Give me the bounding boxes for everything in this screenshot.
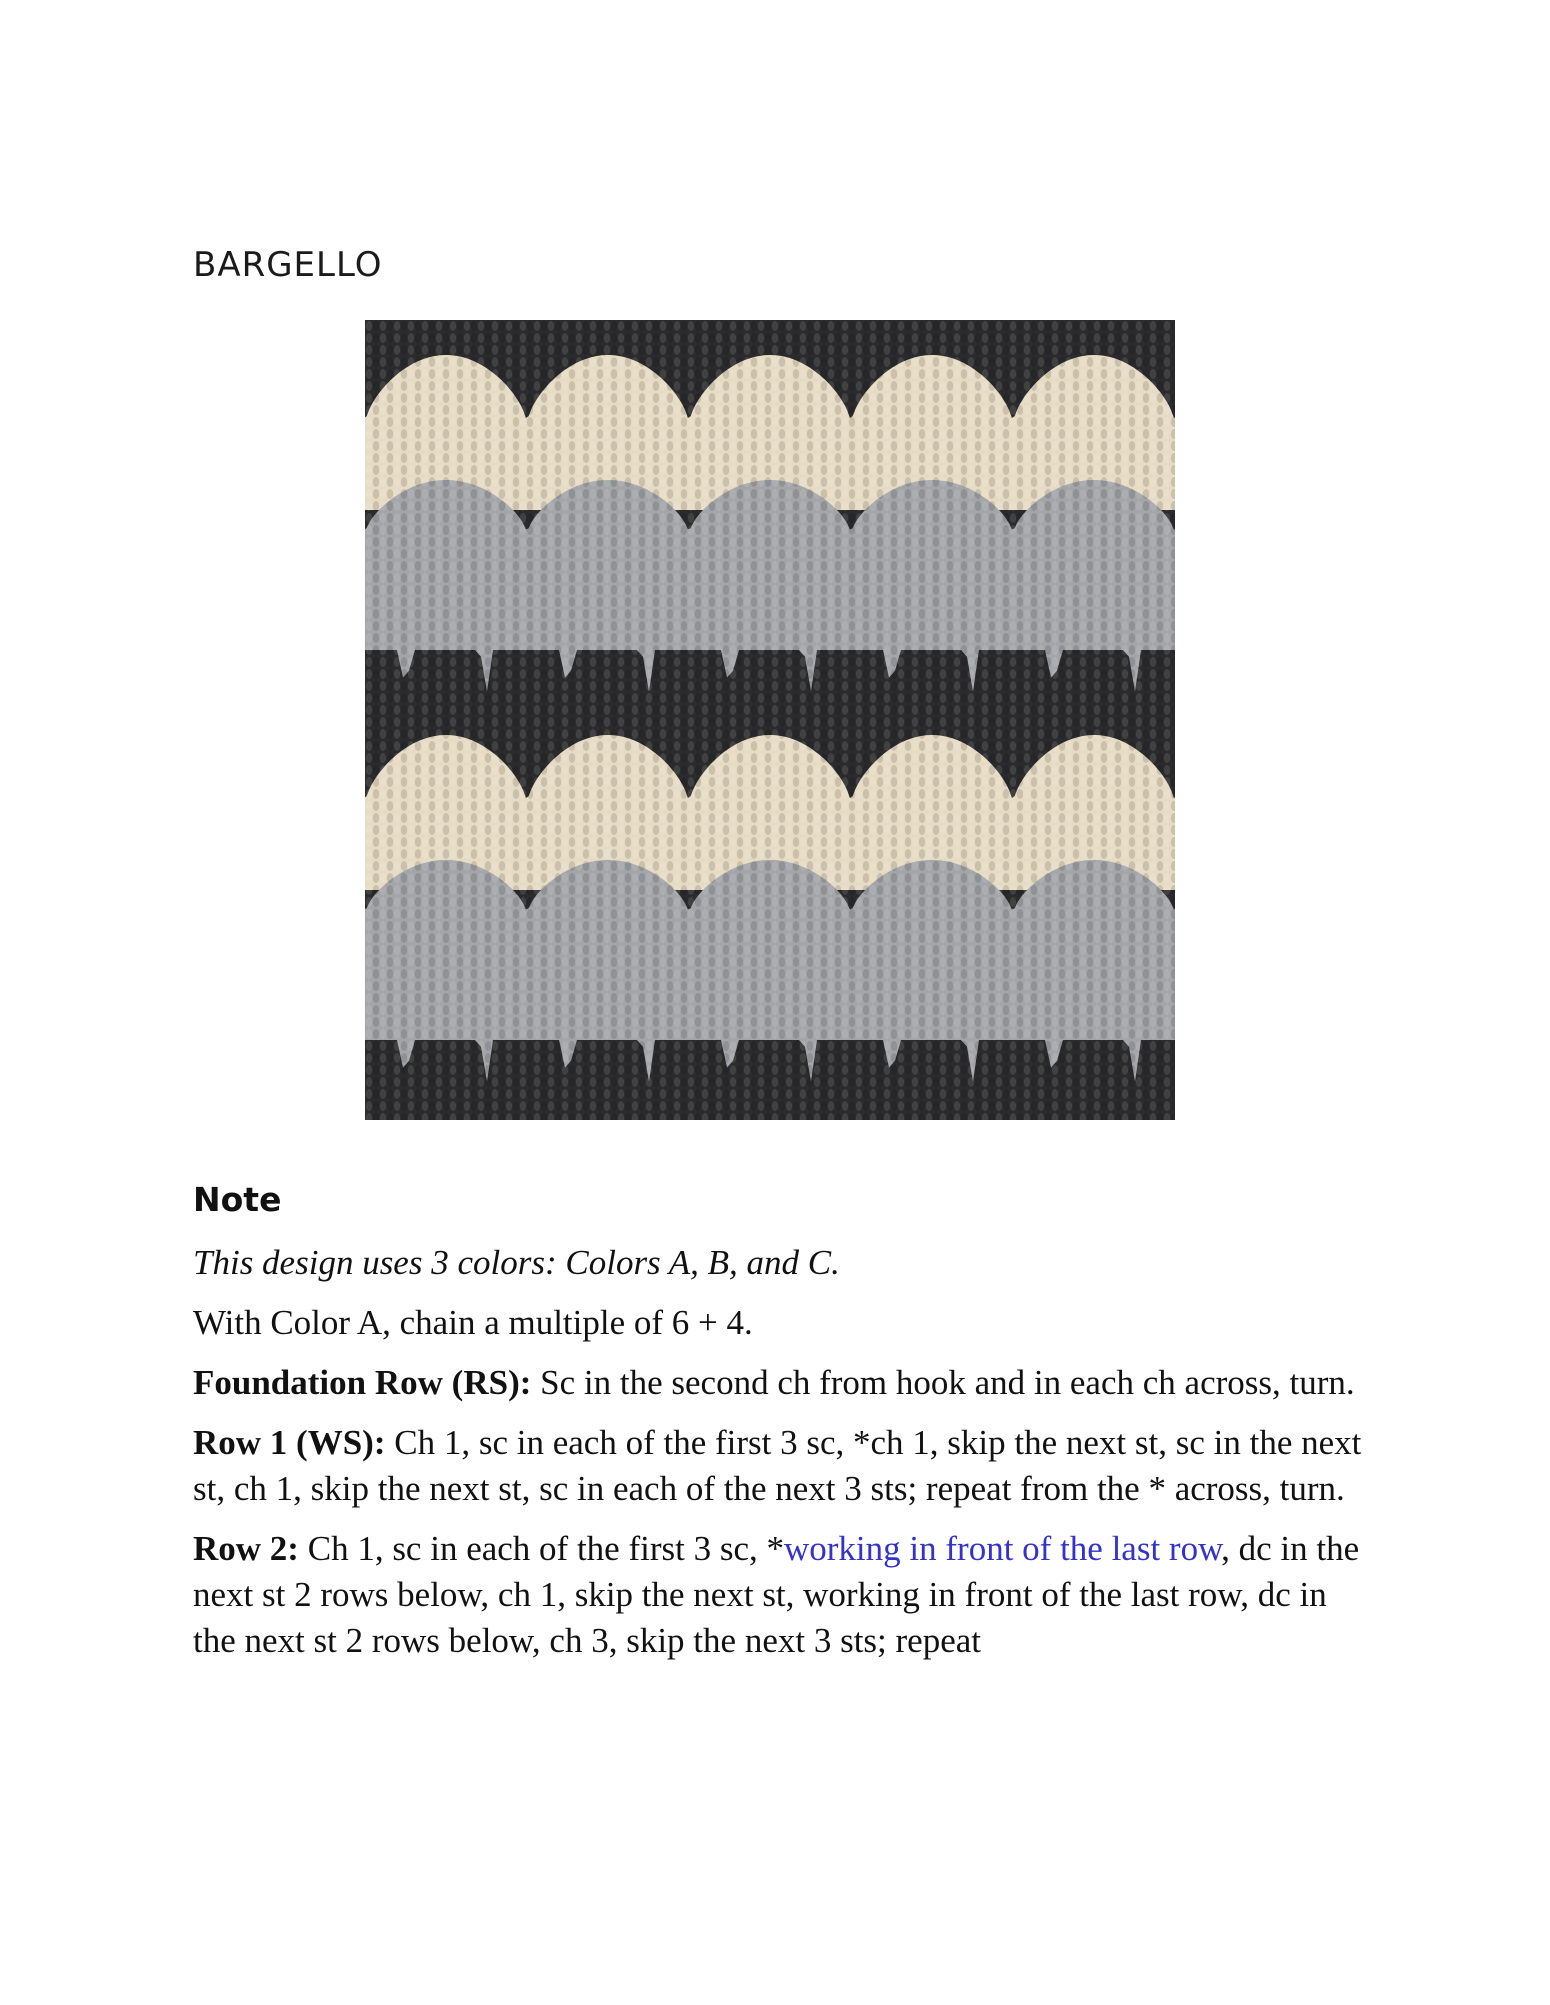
row-1-label: Row 1 (WS): [193, 1423, 386, 1462]
row-1-text: Ch 1, sc in each of the first 3 sc, *ch 1, skip the next st, sc in the next st, ch 1, skip the next st, sc in each of the next 3 sts; repeat from the * across, turn. [193, 1423, 1362, 1508]
row-2 [193, 1526, 1373, 1664]
foundation-row-label: Foundation Row (RS): [193, 1363, 532, 1402]
foundation-row-text: Sc in the second ch from hook and in each ch across, turn. [531, 1363, 1355, 1402]
row-2-label: Row 2: [193, 1529, 299, 1568]
row-2-link[interactable]: working in front of the last row [784, 1529, 1222, 1568]
pattern-instructions [193, 1240, 1373, 1678]
page-title: BARGELLO [193, 245, 383, 285]
row-1 [193, 1420, 1373, 1512]
foundation-row [193, 1360, 1373, 1406]
crochet-swatch-image [365, 320, 1175, 1120]
intro-line: With Color A, chain a multiple of 6 + 4. [193, 1303, 753, 1342]
row-2-text-after: , dc in the next st 2 rows below, ch 1, skip the next st, working in front of the last row, dc in the next st 2 rows below, ch 3, skip the next 3 sts; repeat [193, 1529, 1360, 1660]
colors-note: This design uses 3 colors: Colors A, B, and C. [193, 1243, 840, 1282]
note-heading: Note [193, 1180, 282, 1219]
row-2-text-before: Ch 1, sc in each of the first 3 sc, * [298, 1529, 784, 1568]
